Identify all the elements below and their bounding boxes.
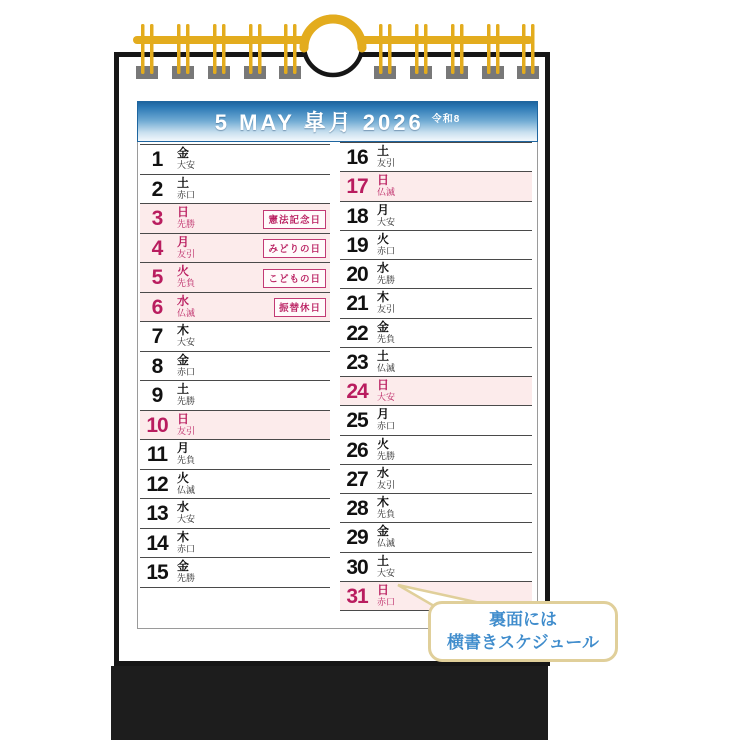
- day-number: 6: [151, 295, 163, 319]
- weekday-label: 土: [377, 348, 390, 363]
- bubble-line1: 裏面には: [489, 609, 557, 629]
- rokuyo-label: 友引: [377, 479, 396, 490]
- rokuyo-label: 大安: [177, 160, 196, 170]
- rokuyo-label: 先負: [377, 333, 396, 344]
- day-number: 8: [151, 354, 163, 378]
- weekday-label: 土: [377, 553, 390, 568]
- rokuyo-label: 先勝: [377, 450, 396, 461]
- day-number: 25: [346, 409, 368, 433]
- rokuyo-label: 先負: [177, 278, 196, 289]
- day-number: 27: [346, 467, 368, 491]
- weekday-label: 日: [177, 205, 190, 220]
- weekday-label: 金: [177, 146, 190, 160]
- day-number: 31: [346, 584, 368, 608]
- weekday-label: 木: [377, 495, 390, 509]
- day-number: 21: [346, 292, 368, 316]
- day-number: 29: [346, 526, 368, 550]
- rokuyo-label: 仏滅: [177, 307, 196, 318]
- weekday-label: 月: [377, 407, 390, 422]
- weekday-label: 木: [177, 323, 190, 338]
- weekday-label: 木: [377, 290, 390, 305]
- day-number: 3: [151, 207, 163, 231]
- weekday-label: 水: [177, 293, 190, 308]
- weekday-label: 土: [377, 144, 390, 158]
- day-number: 7: [151, 325, 163, 349]
- rokuyo-label: 大安: [177, 337, 196, 348]
- rokuyo-label: 赤口: [177, 189, 196, 200]
- holiday-label: みどりの日: [263, 239, 326, 258]
- back-side-note-bubble: [428, 601, 618, 662]
- rokuyo-label: 赤口: [177, 543, 196, 554]
- rokuyo-label: 仏滅: [377, 362, 396, 373]
- holiday-label: 憲法記念日: [263, 210, 326, 229]
- day-number: 5: [151, 266, 163, 290]
- day-number: 20: [346, 263, 368, 286]
- rokuyo-label: 先負: [377, 509, 396, 519]
- weekday-label: 金: [177, 352, 190, 367]
- day-number: 13: [146, 502, 168, 526]
- rokuyo-label: 仏滅: [177, 484, 196, 495]
- month-title: 5 MAY 皐月 2026: [214, 110, 424, 135]
- rokuyo-label: 大安: [377, 216, 396, 227]
- weekday-label: 金: [377, 319, 390, 334]
- day-number: 18: [346, 204, 368, 228]
- rokuyo-label: 赤口: [377, 596, 396, 607]
- holiday-label: 振替休日: [274, 298, 326, 317]
- rokuyo-label: 仏滅: [377, 187, 396, 198]
- rokuyo-label: 先勝: [177, 573, 196, 584]
- holiday-label: こどもの日: [263, 269, 326, 288]
- weekday-label: 日: [177, 411, 190, 426]
- weekday-label: 水: [377, 261, 390, 275]
- day-number: 24: [346, 380, 368, 403]
- weekday-label: 日: [377, 378, 390, 392]
- rokuyo-label: 友引: [177, 248, 196, 259]
- day-number: 12: [146, 472, 168, 496]
- day-number: 10: [146, 413, 168, 437]
- rokuyo-label: 友引: [377, 304, 396, 315]
- rokuyo-label: 大安: [377, 392, 396, 402]
- weekday-label: 土: [177, 382, 190, 397]
- weekday-label: 水: [377, 465, 390, 480]
- day-number: 28: [346, 497, 368, 520]
- rokuyo-label: 赤口: [377, 245, 396, 256]
- weekday-label: 日: [377, 582, 390, 597]
- weekday-label: 土: [177, 175, 190, 190]
- weekday-label: 月: [177, 234, 190, 249]
- weekday-label: 火: [377, 231, 390, 246]
- day-number: 16: [346, 146, 368, 169]
- day-number: 23: [346, 350, 368, 374]
- day-number: 4: [151, 236, 163, 260]
- weekday-label: 火: [177, 470, 190, 485]
- rokuyo-label: 仏滅: [377, 538, 396, 549]
- weekday-label: 水: [177, 500, 190, 515]
- day-number: 26: [346, 438, 368, 462]
- rokuyo-label: 先勝: [177, 219, 196, 230]
- day-number: 17: [346, 175, 368, 199]
- weekday-label: 火: [377, 436, 390, 451]
- weekday-label: 金: [177, 559, 190, 574]
- day-number: 30: [346, 555, 368, 579]
- bubble-line2: 横書きスケジュール: [447, 632, 599, 652]
- weekday-label: 火: [177, 264, 190, 279]
- rokuyo-label: 先勝: [377, 275, 396, 285]
- rokuyo-label: 大安: [177, 514, 196, 525]
- rokuyo-label: 先勝: [177, 396, 196, 407]
- rokuyo-label: 赤口: [377, 421, 396, 432]
- rokuyo-label: 赤口: [177, 366, 196, 377]
- rokuyo-label: 大安: [377, 567, 396, 578]
- weekday-label: 金: [377, 524, 390, 539]
- rokuyo-label: 先負: [177, 455, 196, 466]
- day-number: 15: [146, 561, 168, 585]
- weekday-label: 木: [177, 529, 190, 544]
- rokuyo-label: 友引: [377, 158, 396, 168]
- day-number: 2: [151, 177, 163, 201]
- era-label: 令和8: [431, 114, 461, 125]
- weekday-label: 日: [377, 173, 390, 188]
- day-number: 1: [151, 148, 163, 171]
- weekday-label: 月: [177, 441, 190, 456]
- day-number: 22: [346, 321, 368, 345]
- day-number: 9: [151, 384, 163, 408]
- day-number: 19: [346, 233, 368, 257]
- day-number: 11: [146, 443, 168, 467]
- day-number: 14: [146, 531, 168, 555]
- weekday-label: 月: [377, 202, 390, 217]
- rokuyo-label: 友引: [177, 425, 196, 436]
